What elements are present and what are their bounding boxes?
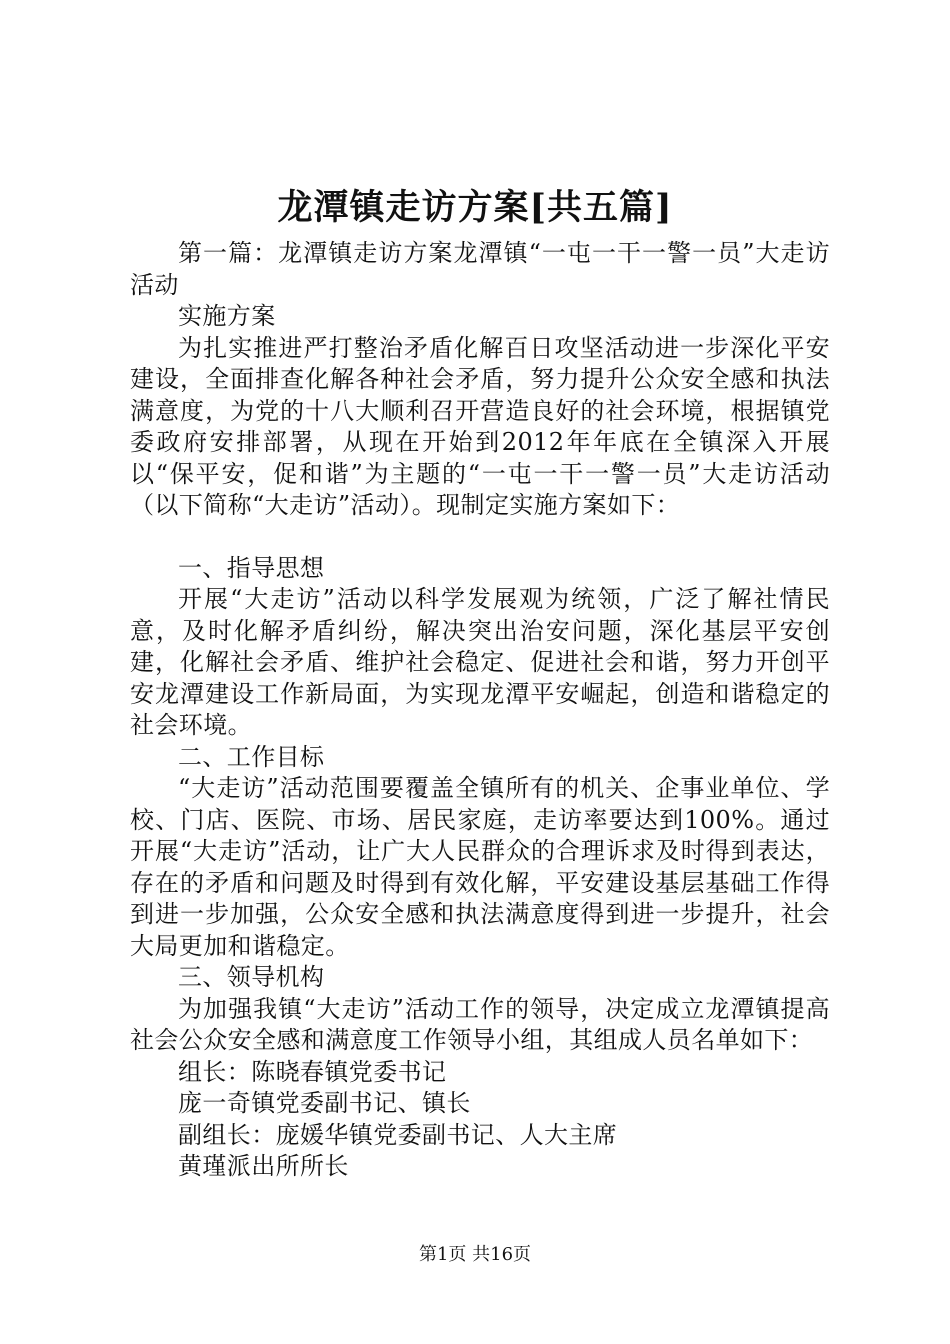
- section-heading-2: 二、工作目标: [178, 742, 325, 771]
- section-heading-1: 一、指导思想: [178, 553, 325, 582]
- paragraph-work-goals: “大走访”活动范围要覆盖全镇所有的机关、企事业单位、学校、门店、医院、市场、居民家庭，走访率要达到100%。通过开展“大走访”活动，让广大人民群众的合理诉求及时得到表达，存在的矛盾和问题及时得到有效化解，平安建设基层基础工作得到进一步加强，公众安全感和执法满意度得到进一步提升，社会大局更加和谐稳定。: [130, 774, 830, 960]
- document-body: [130, 238, 830, 1183]
- list-item-member: 黄瑾派出所所长: [178, 1152, 349, 1180]
- list-item-leader: 组长：陈晓春镇党委书记: [178, 1057, 447, 1086]
- paragraph-purpose: 为扎实推进严打整治矛盾化解百日攻坚活动进一步深化平安建设，全面排查化解各种社会矛盾，努力提升公众安全感和执法满意度，为党的十八大顺利召开营造良好的社会环境，根据镇党委政府安排部署，从现在开始到2012年年底在全镇深入开展以“保平安，促和谐”为主题的“一屯一干一警一员”大走访活动（以下简称“大走访”活动）。现制定实施方案如下：: [130, 333, 830, 519]
- paragraph-intro: 第一篇：龙潭镇走访方案龙潭镇“一屯一干一警一员”大走访活动: [130, 239, 830, 299]
- paragraph-guiding-thought: 开展“大走访”活动以科学发展观为统领，广泛了解社情民意，及时化解矛盾纠纷，解决突出治安问题，深化基层平安创建，化解社会矛盾、维护社会稳定、促进社会和谐，努力开创平安龙潭建设工作新局面，为实现龙潭平安崛起，创造和谐稳定的社会环境。: [130, 585, 830, 739]
- section-heading-3: 三、领导机构: [178, 963, 325, 991]
- list-item-member: 庞一奇镇党委副书记、镇长: [178, 1089, 471, 1117]
- paragraph-spacer: [130, 522, 830, 553]
- list-item-deputy-leader: 副组长：庞媛华镇党委副书记、人大主席: [178, 1120, 618, 1149]
- paragraph-leadership: 为加强我镇“大走访”活动工作的领导，决定成立龙潭镇提高社会公众安全感和满意度工作领导小组，其组成人员名单如下：: [130, 994, 830, 1054]
- page-number: 第1页 共16页: [418, 1244, 532, 1265]
- document-title: 龙潭镇走访方案[共五篇]: [277, 187, 673, 228]
- paragraph-subtitle: 实施方案: [178, 302, 276, 330]
